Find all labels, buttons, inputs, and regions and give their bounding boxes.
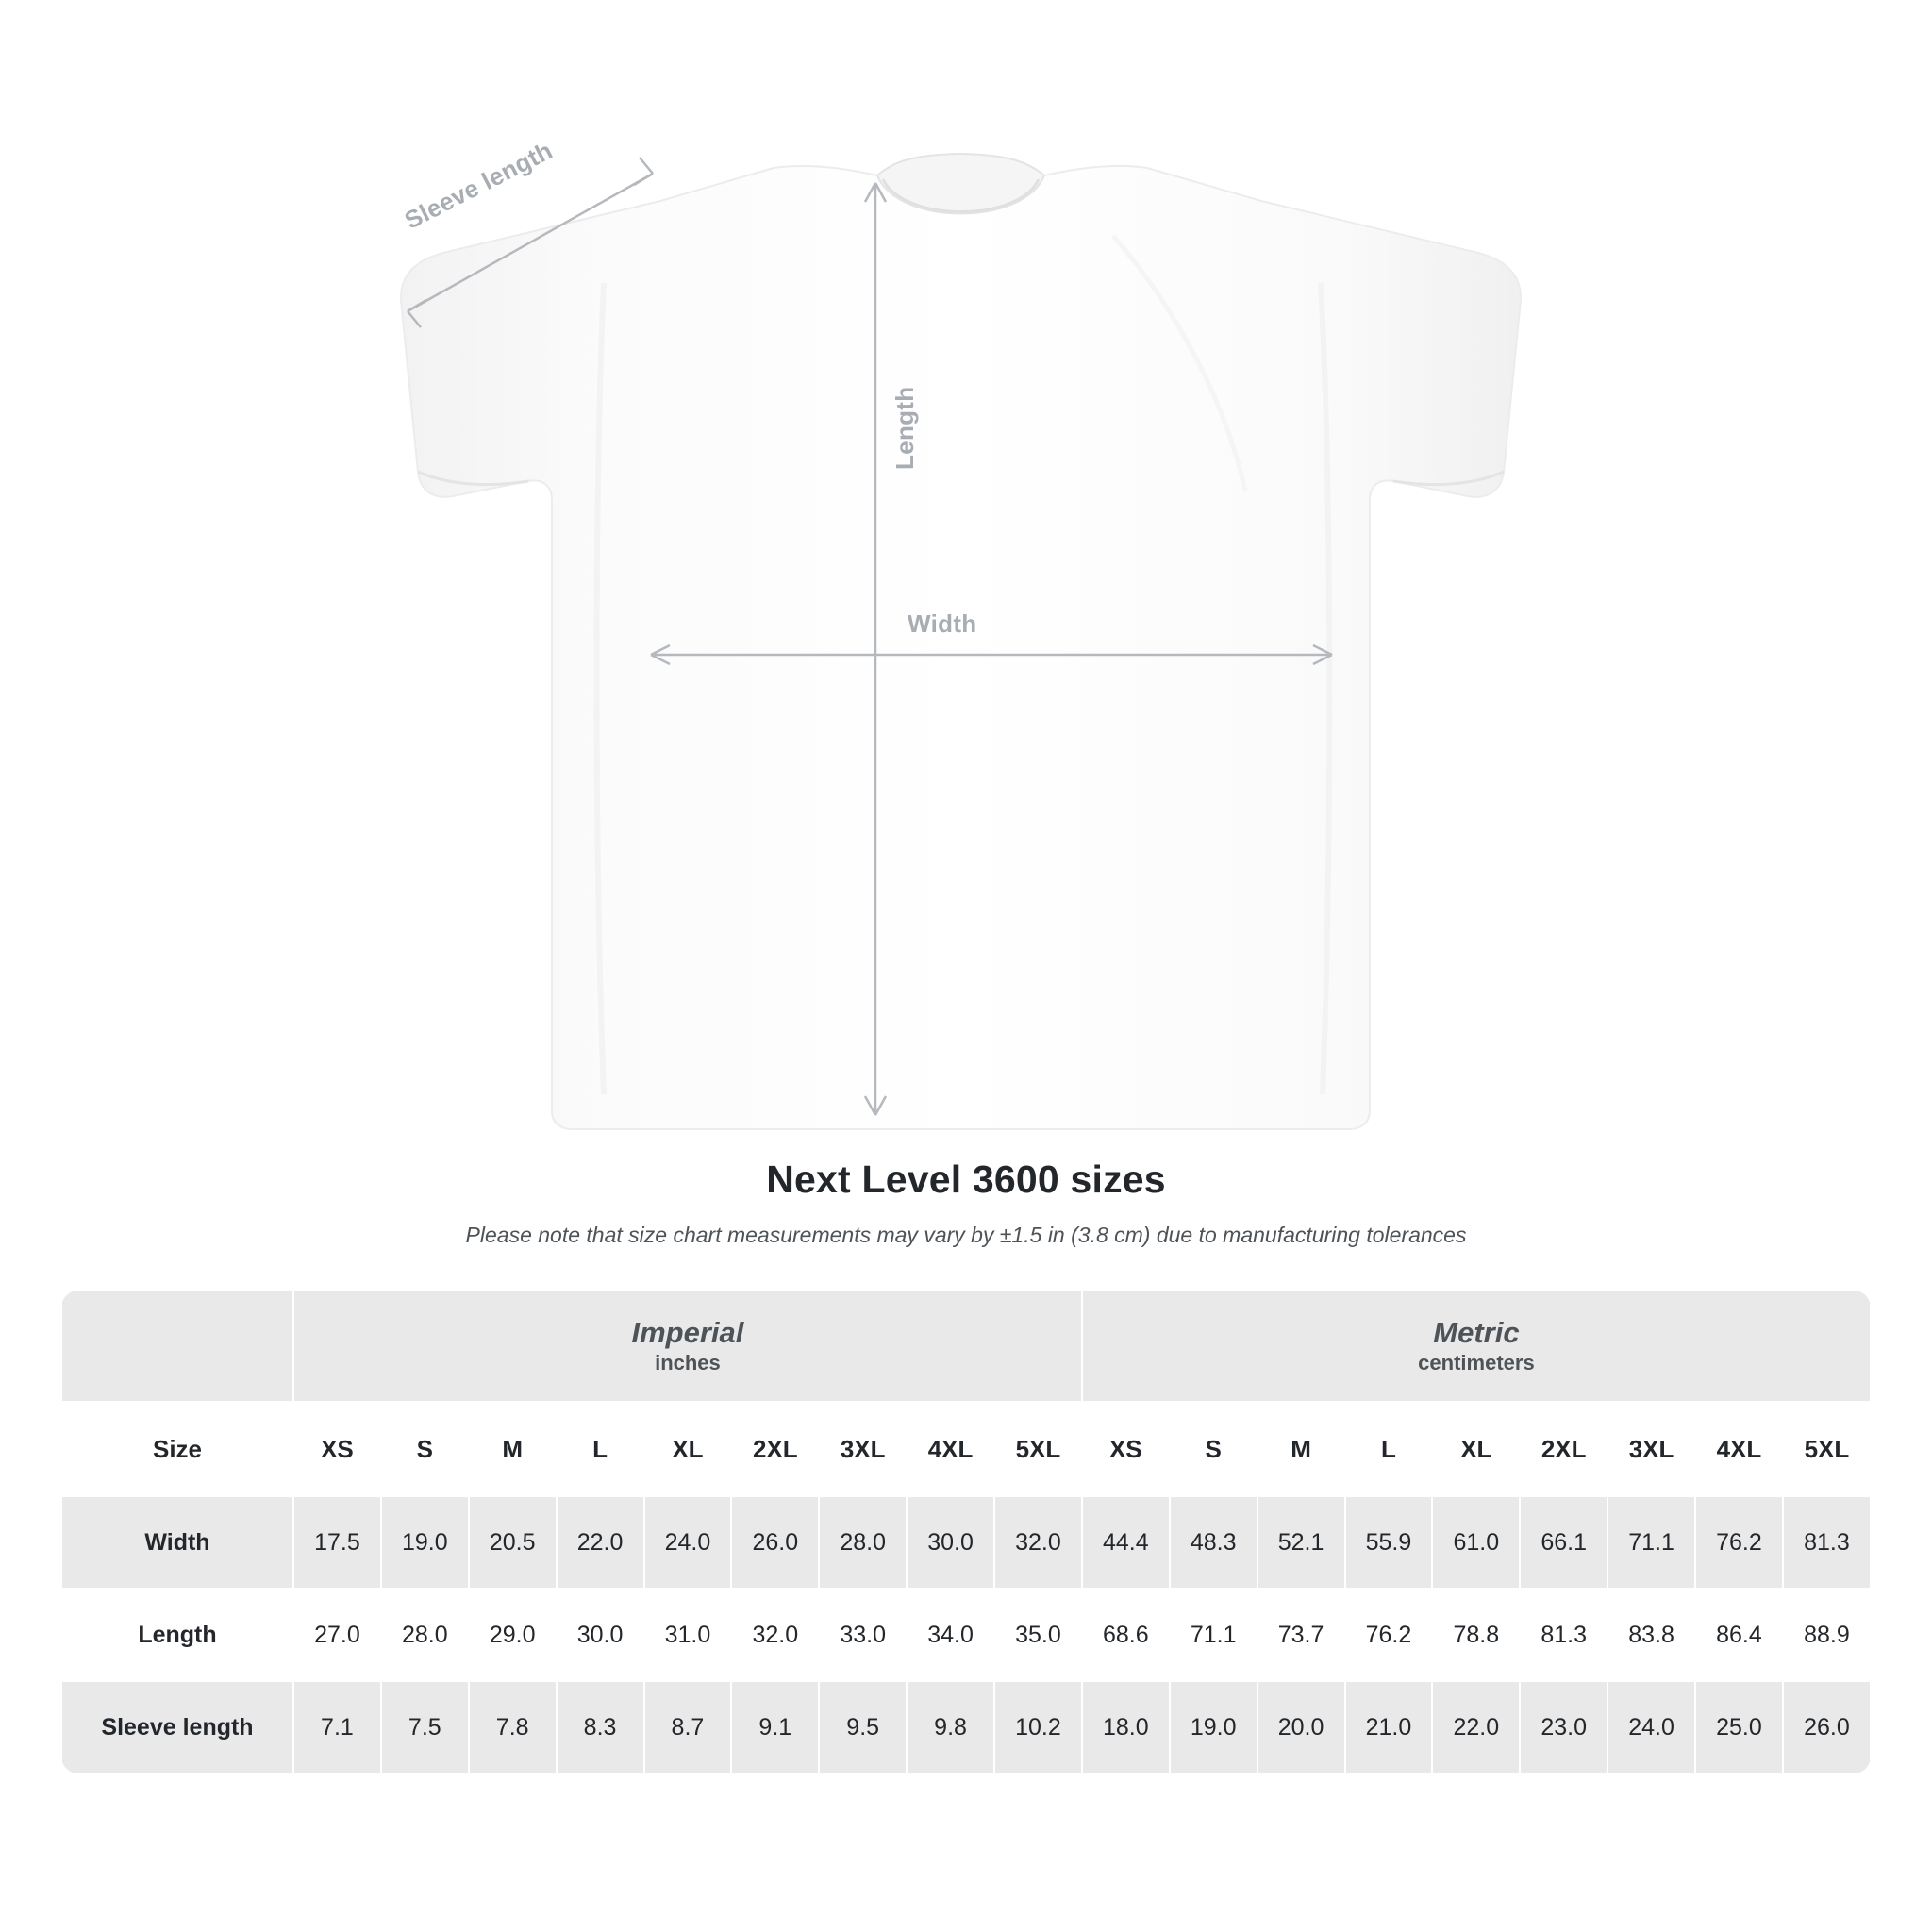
header-size-l-imperial: L — [557, 1402, 644, 1496]
cell-width-imperial-4xl: 30.0 — [907, 1496, 994, 1589]
cell-width-metric-m: 52.1 — [1257, 1496, 1345, 1589]
header-size-l-metric: L — [1345, 1402, 1433, 1496]
table-row-length — [61, 1589, 1871, 1681]
header-size-5xl-imperial: 5XL — [994, 1402, 1082, 1496]
cell-sleeve-metric-4xl: 25.0 — [1695, 1681, 1783, 1774]
size-table — [60, 1290, 1872, 1774]
cell-length-metric-5xl: 88.9 — [1783, 1589, 1871, 1681]
header-size-m-imperial: M — [469, 1402, 557, 1496]
size-header-row — [61, 1402, 1871, 1496]
page-title: Next Level 3600 sizes — [766, 1158, 1166, 1201]
tshirt-body-shape — [401, 154, 1521, 1129]
header-size-m-metric: M — [1257, 1402, 1345, 1496]
cell-sleeve-imperial-2xl: 9.1 — [731, 1681, 819, 1774]
cell-length-imperial-xs: 27.0 — [293, 1589, 381, 1681]
cell-width-imperial-xs: 17.5 — [293, 1496, 381, 1589]
table-row-width — [61, 1496, 1871, 1589]
sleeve-length-dimension-label: Sleeve length — [400, 136, 558, 235]
cell-sleeve-imperial-s: 7.5 — [381, 1681, 469, 1774]
cell-length-metric-l: 76.2 — [1345, 1589, 1433, 1681]
header-size-2xl-metric: 2XL — [1520, 1402, 1607, 1496]
row-label-width: Width — [61, 1496, 293, 1589]
row-label-length: Length — [61, 1589, 293, 1681]
cell-length-metric-s: 71.1 — [1170, 1589, 1257, 1681]
row-label-sleeve-length: Sleeve length — [61, 1681, 293, 1774]
cell-width-imperial-s: 19.0 — [381, 1496, 469, 1589]
imperial-label: Imperial — [631, 1315, 744, 1349]
header-size-4xl-imperial: 4XL — [907, 1402, 994, 1496]
header-size-2xl-imperial: 2XL — [731, 1402, 819, 1496]
cell-length-imperial-m: 29.0 — [469, 1589, 557, 1681]
header-size-4xl-metric: 4XL — [1695, 1402, 1783, 1496]
cell-length-imperial-2xl: 32.0 — [731, 1589, 819, 1681]
cell-sleeve-imperial-xs: 7.1 — [293, 1681, 381, 1774]
cell-width-metric-5xl: 81.3 — [1783, 1496, 1871, 1589]
cell-length-metric-2xl: 81.3 — [1520, 1589, 1607, 1681]
cell-length-metric-xl: 78.8 — [1432, 1589, 1520, 1681]
width-dimension-label: Width — [908, 609, 977, 638]
cell-length-imperial-l: 30.0 — [557, 1589, 644, 1681]
header-size-xl-metric: XL — [1432, 1402, 1520, 1496]
cell-length-metric-m: 73.7 — [1257, 1589, 1345, 1681]
header-size-xl-imperial: XL — [644, 1402, 732, 1496]
cell-width-imperial-l: 22.0 — [557, 1496, 644, 1589]
cell-sleeve-imperial-m: 7.8 — [469, 1681, 557, 1774]
cell-sleeve-imperial-l: 8.3 — [557, 1681, 644, 1774]
cell-length-imperial-4xl: 34.0 — [907, 1589, 994, 1681]
cell-width-metric-s: 48.3 — [1170, 1496, 1257, 1589]
cell-sleeve-metric-xl: 22.0 — [1432, 1681, 1520, 1774]
cell-sleeve-metric-xs: 18.0 — [1082, 1681, 1170, 1774]
cell-width-metric-l: 55.9 — [1345, 1496, 1433, 1589]
unit-group-row — [61, 1291, 1871, 1402]
cell-width-metric-2xl: 66.1 — [1520, 1496, 1607, 1589]
length-dimension-label: Length — [891, 386, 919, 470]
size-table-wrapper — [60, 1290, 1872, 1774]
cell-sleeve-metric-s: 19.0 — [1170, 1681, 1257, 1774]
unit-group-imperial — [293, 1291, 1082, 1402]
header-size-3xl-imperial: 3XL — [819, 1402, 907, 1496]
cell-sleeve-metric-3xl: 24.0 — [1607, 1681, 1695, 1774]
cell-width-imperial-2xl: 26.0 — [731, 1496, 819, 1589]
title-block — [0, 1158, 1932, 1248]
cell-width-metric-xl: 61.0 — [1432, 1496, 1520, 1589]
cell-width-imperial-m: 20.5 — [469, 1496, 557, 1589]
header-size-label: Size — [61, 1402, 293, 1496]
cell-sleeve-imperial-4xl: 9.8 — [907, 1681, 994, 1774]
unit-group-metric — [1082, 1291, 1871, 1402]
header-size-5xl-metric: 5XL — [1783, 1402, 1871, 1496]
cell-width-metric-xs: 44.4 — [1082, 1496, 1170, 1589]
tolerance-note: Please note that size chart measurements may vary by ±1.5 in (3.8 cm) due to manufacturing tolerances — [465, 1223, 1467, 1247]
cell-length-metric-3xl: 83.8 — [1607, 1589, 1695, 1681]
imperial-sublabel: inches — [655, 1350, 721, 1374]
cell-length-metric-4xl: 86.4 — [1695, 1589, 1783, 1681]
cell-width-imperial-3xl: 28.0 — [819, 1496, 907, 1589]
cell-width-imperial-xl: 24.0 — [644, 1496, 732, 1589]
cell-sleeve-imperial-5xl: 10.2 — [994, 1681, 1082, 1774]
cell-width-imperial-5xl: 32.0 — [994, 1496, 1082, 1589]
cell-sleeve-imperial-3xl: 9.5 — [819, 1681, 907, 1774]
cell-sleeve-imperial-xl: 8.7 — [644, 1681, 732, 1774]
cell-width-metric-4xl: 76.2 — [1695, 1496, 1783, 1589]
cell-sleeve-metric-m: 20.0 — [1257, 1681, 1345, 1774]
header-size-s-imperial: S — [381, 1402, 469, 1496]
cell-sleeve-metric-5xl: 26.0 — [1783, 1681, 1871, 1774]
cell-length-imperial-s: 28.0 — [381, 1589, 469, 1681]
metric-sublabel: centimeters — [1418, 1350, 1535, 1374]
metric-label: Metric — [1433, 1315, 1520, 1349]
cell-length-imperial-3xl: 33.0 — [819, 1589, 907, 1681]
table-corner-cell — [61, 1291, 293, 1402]
cell-length-metric-xs: 68.6 — [1082, 1589, 1170, 1681]
header-size-3xl-metric: 3XL — [1607, 1402, 1695, 1496]
cell-width-metric-3xl: 71.1 — [1607, 1496, 1695, 1589]
cell-length-imperial-xl: 31.0 — [644, 1589, 732, 1681]
cell-sleeve-metric-l: 21.0 — [1345, 1681, 1433, 1774]
header-size-xs-imperial: XS — [293, 1402, 381, 1496]
cell-length-imperial-5xl: 35.0 — [994, 1589, 1082, 1681]
header-size-s-metric: S — [1170, 1402, 1257, 1496]
table-row-sleeve-length — [61, 1681, 1871, 1774]
cell-sleeve-metric-2xl: 23.0 — [1520, 1681, 1607, 1774]
header-size-xs-metric: XS — [1082, 1402, 1170, 1496]
